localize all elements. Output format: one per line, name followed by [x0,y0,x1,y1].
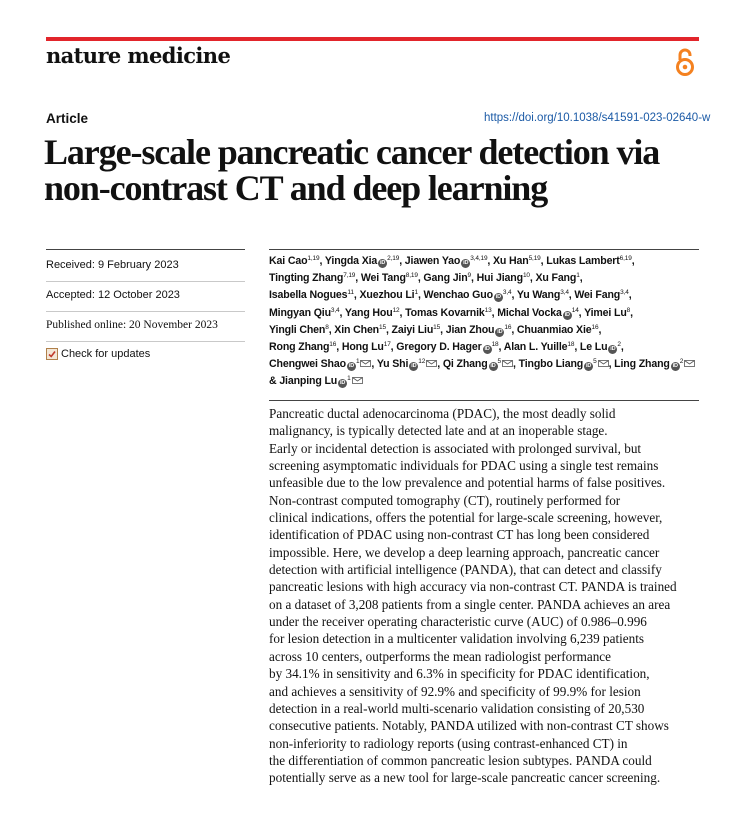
author-affiliation: 5 [497,358,501,366]
author-name: Mingyan Qiu [269,306,331,319]
author[interactable] [446,324,512,336]
author-affiliation: 3,4,19 [470,255,488,262]
author-affiliation: 3,4 [502,289,512,297]
article-dates [46,255,245,363]
orcid-icon[interactable]: iD [484,346,490,353]
abstract-line: impossible. Here, we develop a deep learning approach, pancreatic cancer [269,544,660,560]
author[interactable] [519,358,609,370]
abstract-line: screening asymptomatic individuals for PDAC using a single test remains [269,458,659,474]
author[interactable] [584,307,630,319]
author-name: Yang Hou [344,306,393,319]
abstract-line: by 34.1% in sensitivity and 6.3% in specificity for PDAC identification, [269,666,650,682]
author-name: Wei Fang [574,289,621,302]
author-affiliation: 1,19 [307,255,320,262]
author[interactable] [493,255,541,267]
author-name: Rong Zhang [269,341,330,354]
author[interactable] [423,272,471,284]
orcid-icon[interactable]: iD [380,260,386,266]
check-updates-icon [46,348,58,360]
abstract-line: Early or incidental detection is associated with prolonged survival, but [269,440,642,456]
title-line-1: Large-scale pancreatic cancer detection via [44,132,660,172]
mail-icon[interactable] [352,377,363,384]
author[interactable] [345,307,400,319]
orcid-icon[interactable]: iD [610,346,616,353]
author-affiliation: 6,19 [619,255,632,262]
abstract-rule [269,400,699,401]
author-affiliation: 5,19 [528,255,541,262]
author-affiliation: 2 [679,358,684,366]
author-affiliation: 12 [418,358,426,366]
orcid-icon[interactable]: iD [497,328,503,335]
author-affiliation: 1 [347,375,351,383]
author-conjunction: & [269,375,277,388]
author[interactable] [269,289,354,301]
title-line-2: non-contrast CT and deep learning [44,168,548,208]
author[interactable] [504,341,575,353]
author[interactable] [342,341,391,353]
orcid-icon[interactable]: iD [564,311,570,318]
abstract-line: detection in a real-world multi-scenario validation consisting of 20,530 [269,700,645,716]
author-name: Xu Fang [535,272,577,285]
author-affiliation: 1 [355,358,360,366]
author-name: Gang Jin [423,272,468,285]
author-name: Zaiyi Liu [391,323,434,336]
author-name: Hui Jiang [476,272,523,285]
author-affiliation: 15 [379,323,386,331]
dates-rule [46,249,245,250]
doi-link[interactable]: https://doi.org/10.1038/s41591-023-02640-w [484,112,711,124]
author-name: Jiawen Yao [404,255,461,267]
author-name: Yingli Chen [269,323,326,336]
author-name: Yingda Xia [324,255,378,267]
abstract-line: on a dataset of 3,208 patients from a single center. PANDA achieves an area [269,596,671,612]
journal-accent-bar [46,37,699,41]
author[interactable] [535,272,579,284]
orcid-icon[interactable]: iD [463,260,469,266]
author[interactable] [424,289,512,301]
orcid-icon[interactable]: iD [340,380,346,387]
author-affiliation: 3,4 [620,289,629,297]
author[interactable] [580,341,621,353]
abstract-line: detection with artificial intelligence (PANDA), that can detect and classify [269,562,662,578]
author-name: Ling Zhang [614,358,670,371]
authors-rule [269,249,699,250]
author[interactable] [325,255,399,267]
abstract-line: consecutive patients. Notably, PANDA utilized with non-contrast CT shows [269,718,669,734]
abstract-line: under the receiver operating characteristic curve (AUC) of 0.986–0.996 [269,614,647,630]
author-affiliation: 8 [626,306,631,314]
author-name: Yu Shi [376,358,409,371]
author-affiliation: 13 [484,306,492,314]
accepted-date: Accepted: 12 October 2023 [46,285,245,312]
orcid-icon[interactable]: iD [585,363,592,370]
author-affiliation: 14 [571,306,579,314]
author[interactable] [546,255,631,267]
author[interactable] [405,255,488,267]
author-name: Kai Cao [269,255,308,267]
author[interactable] [269,307,340,319]
author-affiliation: 7,19 [343,272,356,280]
author-name: Tingting Zhang [269,272,344,285]
abstract-line: identification of PDAC using non-contrast CT has long been considered [269,527,650,543]
author-affiliation: 16 [329,341,337,349]
author-name: Jianping Lu [279,375,338,388]
author-name: Jian Zhou [445,323,495,336]
abstract-line: non-inferiority to radiology reports (using contrast-enhanced CT) in [269,735,628,751]
author-name: Tomas Kovarnik [405,306,485,319]
author-name: Chuanmiao Xie [516,323,592,336]
author-affiliation: 16 [591,323,599,331]
received-date: Received: 9 February 2023 [46,255,245,282]
author[interactable] [361,272,418,284]
author-affiliation: 2,19 [387,255,400,262]
published-date: Published online: 20 November 2023 [46,315,245,342]
author[interactable] [517,289,569,301]
author-name: Lukas Lambert [546,255,620,267]
author-name: Michal Vocka [497,306,562,319]
author-affiliation: 10 [522,272,530,280]
abstract-line: Non-contrast computed tomography (CT), routinely performed for [269,492,621,508]
author-affiliation: 5 [593,358,597,366]
author[interactable] [614,358,695,370]
author-name: Wei Tang [360,272,406,285]
orcid-icon[interactable]: iD [495,294,501,301]
author[interactable] [396,341,498,353]
abstract-line: Pancreatic ductal adenocarcinoma (PDAC), the most deadly solid [269,406,616,421]
author[interactable] [517,324,599,336]
author[interactable] [497,307,578,319]
author-name: Qi Zhang [442,358,488,371]
author-list: Kai Cao$^{1,19}$, Yingda Xia iD$^{2,19}$, Jiawen Yao iD$^{3,4,19}$, Xu Han$^{5,19}$, Lukas Lambert$^{6,19}$, Tingting Zhang$^{7,19}$, Wei Tang$^{8,19}$, Gang Jin$^9$, Hui Jiang$^{10}$, Xu Fang$^1$, Isabella Nogues$^{11}$, Xuezhou Li$^1$, Wenchao Guo iD$^{3,4}$, Yu Wang$^{3,4}$, Wei Fang$^{3,4}$, Mingyan Qiu$^{3,4}$, Yang Hou$^{12}$, Tomas Kovarnik$^{13}$, Michal Vocka $iD^{14}$, Yimei Lu$^8$, Yingli Chen$^8$, Xin Chen$^{15}$, Zaiyi Liu$^{15}$, Jian Zhou $iD^{16}$, Chuanmiao Xie$^{16}$, Rong Zhang$^{16}$, Hong Lu$^{17}$, Gregory D. Hager $iD^{18}$, Alan L. Yuille$^{18}$, Le Lu $iD^2$, Chengwei Shao $iD^1$ , Yu Shi $iD^{12}$ , Qi Zhang $iD^5$ , Tingbo Liang $iD^5$ , Ling Zhang $iD^2$ & Jianping Lu $iD^1$ [269,253,701,391]
author-name: Hong Lu [341,341,384,354]
author[interactable] [334,324,386,336]
author[interactable] [359,289,417,301]
author[interactable] [269,324,329,336]
author-affiliation: 12 [392,306,400,314]
open-access-icon [672,46,698,78]
check-updates-label: Check for updates [61,348,151,360]
mail-icon[interactable] [684,360,695,367]
author-name: Xuezhou Li [359,289,415,302]
author-name: Le Lu [579,341,608,354]
author-name: Xu Han [493,255,529,267]
author-name: Wenchao Guo [423,289,493,302]
abstract-line: for lesion detection in a multicenter validation involving 6,239 patients [269,631,645,647]
author-name: Xin Chen [334,323,380,336]
author-affiliation: 2 [617,341,621,349]
article-type: Article [46,111,89,126]
author-affiliation: 8,19 [405,272,418,280]
author-name: Yimei Lu [584,306,627,319]
author[interactable] [443,358,513,370]
mail-icon[interactable] [502,360,513,367]
author-affiliation: 9 [467,272,472,280]
author[interactable] [405,307,491,319]
orcid-icon[interactable]: iD [672,363,678,370]
author-name: Alan L. Yuille [503,341,568,354]
author[interactable] [269,255,319,267]
author[interactable] [377,358,437,370]
abstract-line: pancreatic lesions with high accuracy via non-contrast CT. PANDA is trained [269,579,677,595]
author-affiliation: 18 [491,341,499,349]
abstract-line: potentially serve as a new tool for large-scale pancreatic cancer screening. [269,770,661,786]
author-affiliation: 3,4 [330,306,340,314]
author-name: Isabella Nogues [269,289,348,302]
author-affiliation: 11 [347,289,354,297]
author[interactable] [269,358,371,370]
abstract-line: across 10 centers, outperforms the mean radiologist performance [269,648,612,664]
author-affiliation: 18 [567,341,575,349]
author-affiliation: 3,4 [560,289,569,297]
article-title [44,134,704,206]
author-affiliation: 1 [576,272,580,280]
orcid-icon[interactable]: iD [490,363,496,370]
author[interactable] [392,324,441,336]
orcid-icon[interactable]: iD [411,363,417,370]
author[interactable] [574,289,628,301]
author-affiliation: 17 [383,341,391,349]
author-name: Chengwei Shao [269,358,346,371]
author[interactable] [269,272,355,284]
journal-name[interactable]: nature medicine [46,43,231,68]
author-affiliation: 1 [414,289,418,297]
author-name: Gregory D. Hager [396,341,482,354]
abstract [269,405,705,787]
mail-icon[interactable] [598,360,609,367]
abstract-line: malignancy, is typically detected late and at an inoperable stage. [269,423,608,439]
author[interactable] [279,375,362,387]
check-for-updates-button[interactable] [46,345,245,363]
author-name: Yu Wang [516,289,561,302]
abstract-line: unfeasible due to the low prevalence and potential harms of false positives. [269,475,666,491]
author-affiliation: 8 [325,323,329,331]
orcid-icon[interactable]: iD [348,363,355,370]
author-name: Tingbo Liang [518,358,584,371]
abstract-line: clinical indications, offers the potential for large-scale screening, however, [269,510,663,526]
abstract-line: the differentiation of common pancreatic lesion subtypes. PANDA could [269,752,652,768]
abstract-line: and achieves a sensitivity of 92.9% and specificity of 99.9% for lesion [269,683,641,699]
mail-icon[interactable] [360,360,371,367]
author-affiliation: 16 [504,323,512,331]
author-affiliation: 15 [433,323,441,331]
author[interactable] [477,272,530,284]
mail-icon[interactable] [426,360,437,367]
author[interactable] [269,341,336,353]
